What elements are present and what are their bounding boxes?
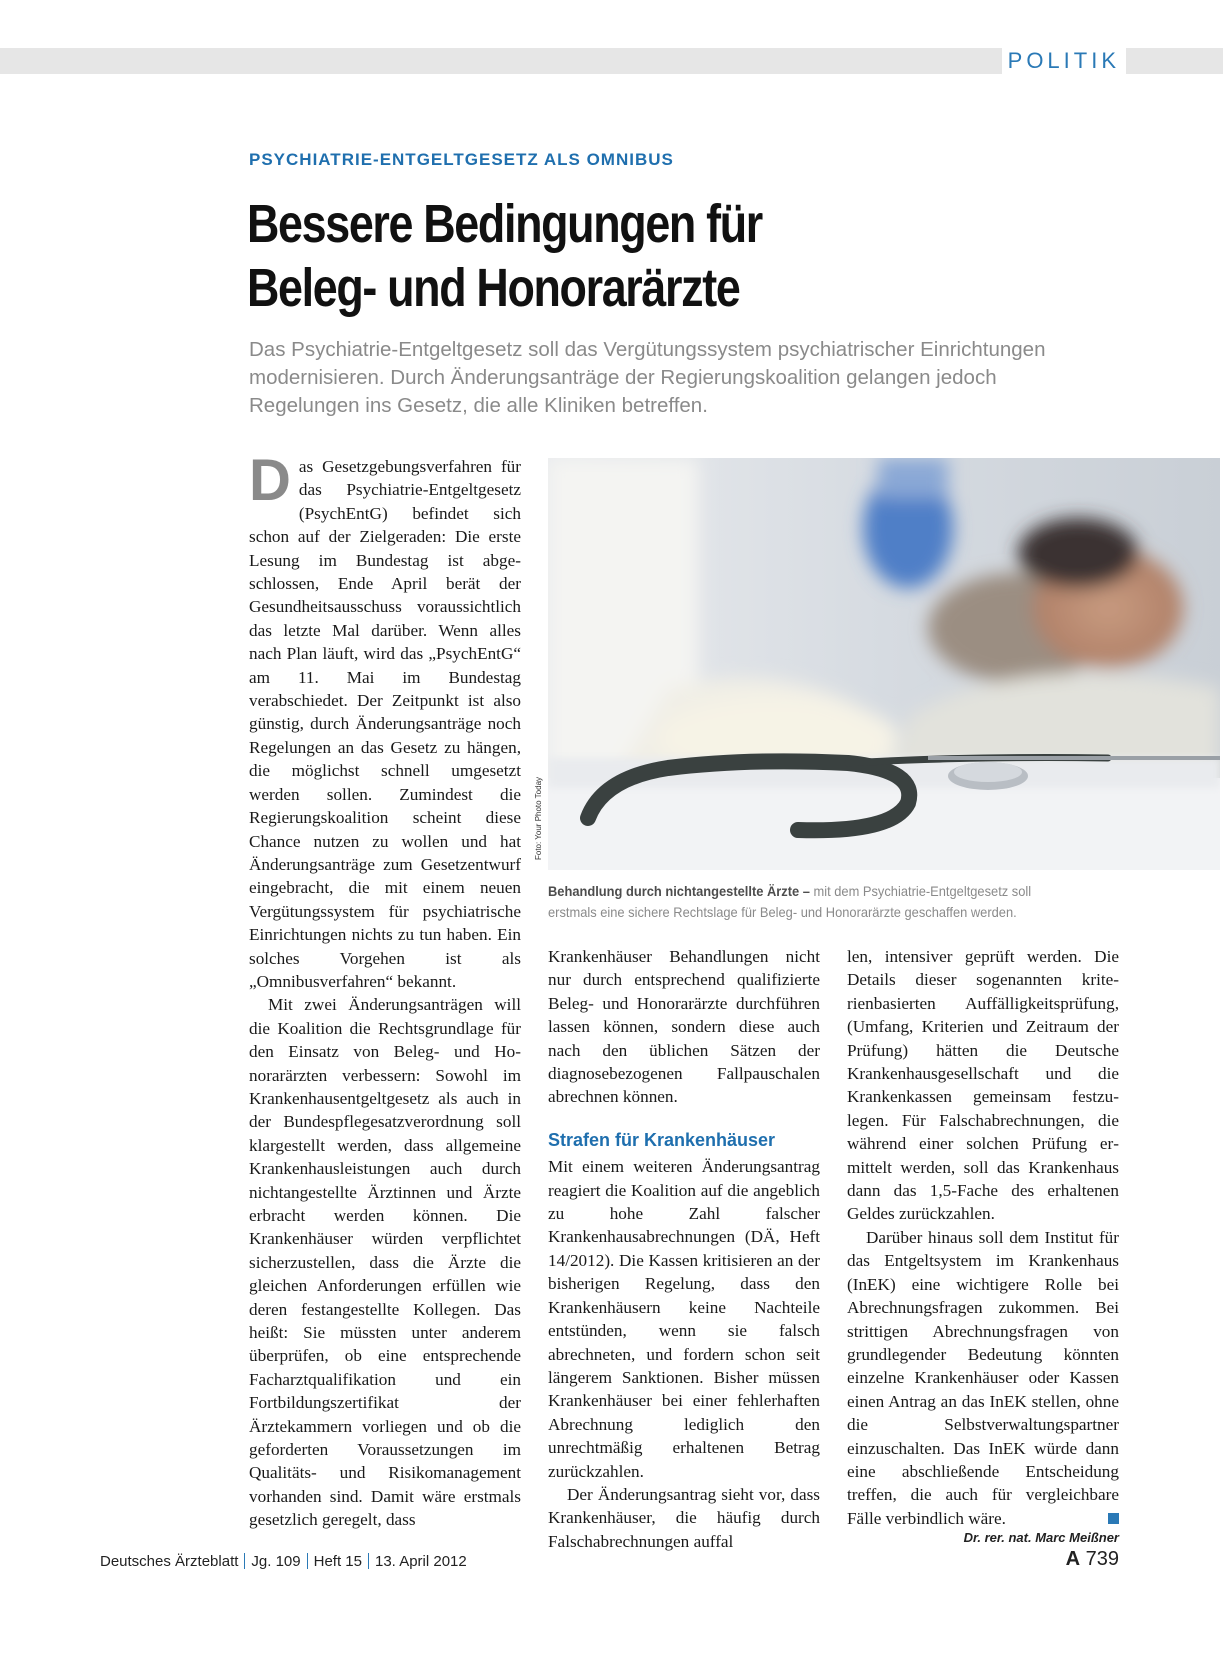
- paragraph-1: Das Gesetzgebungsverfahren für das Psychiatrie-Entgeltgesetz (PsychEntG) befindet sich schon auf der Zielgeraden: Die erste Lesung im Bundestag ist abgeschlossen, Ende April berät der Gesundheitsausschuss voraussichtlich das letzte Mal darüber. Wenn alles nach Plan läuft, wird das „PsychEntG“ am 11. Mai im Bundestag verabschiedet. Der Zeitpunkt ist also günstig, durch Änderungsanträge noch Regelungen an das Gesetz zu hängen, die möglichst schnell umgesetzt werden sollen. Zumindest die Regierungskoalition scheint diese Chance nutzen zu wollen und hat Änderungsanträge zum Gesetzentwurf eingebracht, die mit einem neuen Vergütungssystem für psychiatrische Einrichtungen nichts zu tun haben. Ein solches Vorgehen ist als „Omnibusverfahren“ bekannt.: [249, 448, 521, 991]
- paragraph-5: Der Änderungsantrag sieht vor, dass Krankenhäuser, die häufig durch Falschabrechnungen auffal: [548, 1484, 820, 1551]
- patient-stethoscope-photo: [548, 458, 1220, 870]
- paragraph-7: Darüber hinaus soll dem Institut für das Entgeltsystem im Krankenhaus (InEK) eine wichtigere Rolle bei Abrechnungsfragen zukommen. Bei strittigen Abrechnungsfragen von grundlegender Bedeutung könnten einzelne Krankenhäuser oder Kassen einen Antrag an das InEK stellen, ohne die Selbstverwaltungspartner einzuschalten. Das InEK würde dann eine abschließende Entscheidung treffen, die auch für vergleichbare Fälle verbindlich wäre.: [847, 1227, 1119, 1528]
- section-label: POLITIK: [1002, 46, 1126, 76]
- subheading: Strafen für Krankenhäuser: [548, 1129, 776, 1150]
- paragraph-4: Mit einem weiteren Änderungsantrag reagiert die Koalition auf die angeblich zu hohe Zahl falscher Krankenhausabrechnungen (DÄ, Heft 14/2012). Die Kassen kritisieren an der bisherigen Regelung, dass den Krankenhäusern keine Nachteile entstünden, wenn sie falsch abrechneten, und fordern schon seit längerem Sanktionen. Bisher müssen Krankenhäuser bei einer fehlerhaften Abrechnung lediglich den unrechtmäßig erhaltenen Betrag zurückzahlen.: [548, 1157, 820, 1481]
- article-headline: [247, 192, 878, 320]
- author-name: Dr. rer. nat. Marc Meißner: [963, 1530, 1119, 1545]
- article-kicker: PSYCHIATRIE-ENTGELTGESETZ ALS OMNIBUS: [249, 150, 674, 169]
- photo-caption: [548, 881, 1063, 923]
- volume: Jg. 109: [251, 1553, 301, 1570]
- end-mark-icon: [1108, 1513, 1119, 1524]
- journal-name: Deutsches Ärzteblatt: [100, 1553, 239, 1570]
- column-2: [548, 945, 820, 1553]
- paragraph-3: Krankenhäuser Behandlungen nicht nur durch entsprechend qualifizierte Beleg- und Honorarärzte durchführen lassen können, sondern diese auch nach den üblichen Sätzen der diagnosebezogenen Fallpauschalen abrechnen können.: [548, 947, 820, 1107]
- page-footer: [100, 1553, 467, 1570]
- article-lead: Das Psychiatrie-Entgeltgesetz soll das Vergütungssystem psychiatrischer Einrichtungen modernisieren. Durch Änderungsanträge der Regierungskoalition gelangen jedoch Regelungen ins Gesetz, die alle Kliniken betreffen.: [249, 338, 1046, 417]
- column-1: [249, 448, 521, 1555]
- paragraph-6: len, intensiver geprüft werden. Die Details dieser sogenannten kriterienbasierten Auffälligkeitsprüfung, (Umfang, Kriterien und Zeitraum der Prüfung) hätten die Deutsche Krankenhausgesellschaft und die Krankenkassen gemeinsam festzulegen. Für Falschabrechnungen, die während einer solchen Prüfung ermittelt werden, soll das Krankenhaus dann das 1,5-Fache des erhaltenen Geldes zurückzahlen.: [847, 947, 1119, 1224]
- page-number: A 739: [1065, 1548, 1119, 1570]
- headline-line-2: Beleg- und Honorarärzte: [247, 258, 740, 318]
- caption-title: Behandlung durch nichtangestellte Ärzte –: [548, 883, 810, 899]
- issue: Heft 15: [313, 1553, 362, 1570]
- photo-credit: Foto: Your Photo Today: [534, 776, 543, 860]
- article-photo: [548, 458, 1220, 870]
- column-3: [847, 945, 1119, 1530]
- issue-date: 13. April 2012: [375, 1553, 467, 1570]
- drop-cap: D: [249, 448, 291, 513]
- headline-line-1: Bessere Bedingungen für: [247, 194, 762, 254]
- paragraph-2: Mit zwei Änderungsanträgen will die Koalition die Rechtsgrundlage für den Einsatz von Beleg- und Honorarärzten verbessern: Sowohl im Krankenhausentgeltgesetz als auch in der Bundespflegesatzverordnung soll klargestellt werden, dass allgemeine Krankenhausleistungen auch durch nichtangestellte Ärztinnen und Ärzte erbracht werden können. Die Krankenhäuser würden verpflichtet sicherzustellen, dass die Ärzte die gleichen Anforderungen erfüllen wie deren festangestellte Kollegen. Das heißt: Sie müssten unter anderem überprüfen, ob eine entsprechende Facharztqualifikation und ein Fortbildungszertifikat der Ärztekammern vorliegen und ob die geforderten Voraussetzungen im Qualitäts- und Risikomanagement vorhanden sind. Damit wäre erstmals gesetzlich geregelt, dass: [249, 995, 521, 1530]
- caption-text: mit dem Psychiatrie-Entgeltgesetz soll erstmals eine sichere Rechtslage für Beleg- und Honorarärzte geschaffen werden.: [548, 883, 1032, 920]
